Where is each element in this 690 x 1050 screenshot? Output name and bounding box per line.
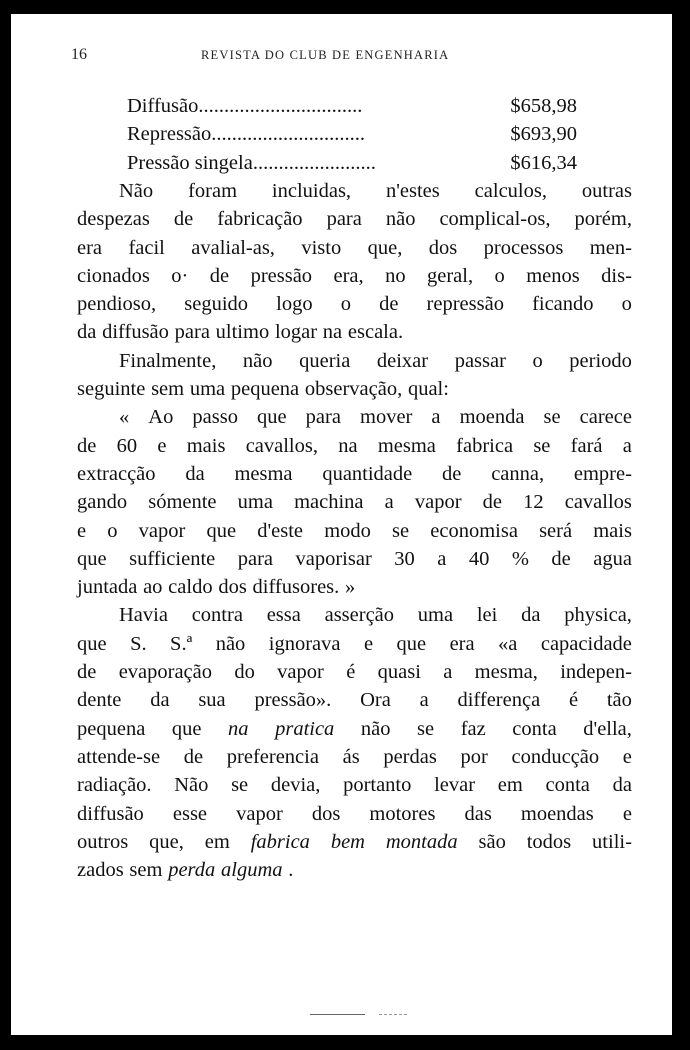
word: diffusão (77, 802, 144, 825)
word: na (228, 717, 249, 740)
page-number: 16 (71, 46, 87, 63)
dot-leader: ................................ (198, 95, 363, 117)
word: todos (526, 830, 572, 853)
word: machina (294, 491, 364, 514)
word: sufficiente (129, 547, 216, 570)
word: uma (237, 491, 273, 514)
word: vapor (138, 519, 186, 542)
word: é (346, 661, 356, 684)
word: fará (570, 434, 603, 457)
word: e (363, 632, 374, 655)
word: agua (593, 547, 632, 570)
word: preferencia (226, 745, 319, 768)
word: e (157, 434, 167, 457)
word: mesma, (474, 661, 538, 684)
word: pequena (230, 378, 300, 401)
word: o (107, 519, 118, 542)
word: sua (198, 689, 226, 712)
word: S.ª (170, 632, 193, 655)
text-line (77, 517, 632, 545)
word: Não (174, 774, 209, 797)
text-line (77, 743, 632, 771)
word: conta (512, 717, 557, 740)
word: Ora (360, 689, 391, 712)
word: mesma (377, 434, 436, 457)
word: diffusores. (252, 576, 340, 599)
text-line (77, 800, 632, 828)
cost-label: Repressão (127, 123, 212, 146)
word: de (209, 264, 230, 287)
word: vaporisar (295, 547, 372, 570)
word: d'este (257, 519, 304, 542)
word: foram (188, 180, 238, 202)
word: canna, (491, 462, 545, 485)
word: Finalmente, (119, 349, 217, 372)
word: attende-se (77, 745, 161, 768)
word: uma (189, 378, 226, 401)
cost-value: $693,90 (510, 123, 577, 146)
text-line (77, 573, 632, 601)
text-line (77, 432, 632, 460)
text-line (77, 771, 632, 799)
word: repressão (426, 293, 504, 316)
text-line (77, 318, 632, 346)
word: alguma (221, 859, 283, 882)
word: portanto (343, 774, 412, 797)
word: para (326, 208, 362, 231)
word: em (204, 830, 230, 853)
word: bem (330, 830, 365, 853)
word: de (183, 745, 204, 768)
word: se (231, 774, 249, 797)
word: na (338, 434, 358, 457)
word: men- (589, 236, 632, 259)
word: conducção (511, 745, 600, 768)
word: processos (483, 236, 564, 259)
word: 60 (116, 434, 138, 457)
word: das (464, 802, 492, 825)
word: moenda (459, 406, 525, 429)
word: pressão». (254, 689, 332, 712)
text-line (77, 686, 632, 714)
word: seguinte (77, 378, 146, 401)
word: e (77, 519, 87, 542)
word: que, (149, 830, 184, 853)
text-line (77, 347, 632, 375)
word: em (497, 774, 523, 797)
word: da (185, 462, 205, 485)
word: o (494, 264, 505, 287)
word: d'ella, (583, 717, 632, 740)
text-line (77, 290, 632, 318)
word: caldo (168, 576, 213, 599)
word: o (340, 293, 351, 316)
word: avalial-as, (191, 236, 275, 259)
word: no (385, 264, 406, 287)
word: moendas (520, 802, 594, 825)
word: 40 (468, 547, 490, 570)
text-line (77, 545, 632, 573)
word: da (521, 604, 541, 627)
word: vapor (414, 491, 462, 514)
word: se (392, 519, 410, 542)
word: periodo (569, 349, 632, 372)
word: de (173, 208, 194, 231)
word: extracção (77, 462, 156, 485)
word: conta (545, 774, 590, 797)
word: escala. (347, 321, 404, 344)
word: dente (77, 689, 122, 712)
dot-leader: ........................ (252, 151, 376, 174)
word: cavallos, (245, 434, 318, 457)
word: que (77, 547, 107, 570)
page-header (11, 46, 672, 66)
word: sómente (148, 491, 217, 514)
word: Ao (148, 406, 174, 429)
word: essa (266, 604, 301, 627)
end-rule-dashed (379, 1014, 407, 1016)
cost-row-diffusao (77, 92, 577, 120)
word: mais (186, 434, 226, 457)
word: faz (460, 717, 486, 740)
word: fabrica (250, 830, 310, 853)
word: vapor (277, 661, 324, 684)
word: pendioso, (77, 293, 157, 316)
word: que (77, 632, 107, 655)
word: ficando (532, 293, 594, 316)
paragraph (77, 347, 632, 404)
word: pressão (250, 264, 313, 287)
word: zados (77, 859, 124, 882)
paragraph (77, 601, 632, 884)
paragraph (77, 177, 632, 347)
word: differença (457, 689, 541, 712)
word: a (384, 491, 394, 514)
word: outros (77, 830, 129, 853)
word: » (345, 576, 356, 599)
word: mais (593, 519, 632, 542)
word: facil (128, 236, 165, 259)
word: mover (360, 406, 413, 429)
word: asserção (324, 604, 395, 627)
word: dos (311, 802, 341, 825)
text-line (77, 601, 632, 629)
word: motores (369, 802, 436, 825)
document-page (11, 14, 672, 1035)
text-line (77, 488, 632, 516)
word: é (568, 689, 579, 712)
word: diffusão (102, 321, 169, 344)
word: evaporação (118, 661, 213, 684)
word: incluidas, (271, 180, 352, 202)
word: era, (333, 264, 364, 287)
word: empre- (573, 462, 632, 485)
word: modo (324, 519, 371, 542)
word: se (533, 434, 551, 457)
word: sem (151, 378, 185, 401)
word: 12 (523, 491, 544, 514)
word: S. (130, 632, 147, 655)
word: por (460, 745, 488, 768)
cost-row-repressao (77, 120, 577, 148)
word: ás (342, 745, 360, 768)
word: mesma (234, 462, 293, 485)
word: o (532, 349, 543, 372)
running-title: REVISTA DO CLUB DE ENGENHARIA (201, 48, 450, 62)
text-line (77, 234, 632, 262)
word: passar (454, 349, 506, 372)
dot-leader: .............................. (211, 123, 366, 146)
word: sem (129, 859, 163, 882)
word: economisa (430, 519, 518, 542)
word: logar (274, 321, 318, 344)
word: « (119, 406, 130, 429)
word: Havia (119, 604, 168, 627)
word: do (234, 661, 255, 684)
word: n'estes (385, 180, 440, 202)
word: são (478, 830, 506, 853)
word: outras (581, 180, 632, 202)
word: passo (192, 406, 238, 429)
word: radiação. (77, 774, 152, 797)
word: physica, (564, 604, 632, 627)
word: devia, (270, 774, 321, 797)
word: de (551, 547, 571, 570)
word: uma (417, 604, 454, 627)
word: geral, (426, 264, 474, 287)
word: da (612, 774, 632, 797)
cost-table (77, 92, 632, 177)
word: levar (434, 774, 476, 797)
text-line (77, 630, 632, 658)
word: montada (385, 830, 458, 853)
word: perda (168, 859, 216, 882)
word: era (449, 632, 475, 655)
word: ultimo (215, 321, 270, 344)
word: o· (171, 264, 189, 287)
word: a (622, 434, 632, 457)
word: de (442, 462, 462, 485)
word: de (379, 293, 399, 316)
word: observação, (304, 378, 403, 401)
word: «a (498, 632, 518, 655)
cost-value: $658,98 (510, 95, 577, 117)
text-line (77, 403, 632, 431)
text-line (77, 856, 632, 884)
word: queria (299, 349, 351, 372)
end-rule (310, 1014, 365, 1015)
body-text (77, 177, 632, 884)
word: de (77, 661, 97, 684)
word: e (622, 802, 632, 825)
word: juntada (77, 576, 138, 599)
word: ao (143, 576, 163, 599)
text-line (77, 828, 632, 856)
word: gando (77, 491, 128, 514)
text-line (77, 715, 632, 743)
word: era (77, 236, 103, 259)
text-line (77, 205, 632, 233)
word: . (288, 859, 294, 882)
word: de (482, 491, 502, 514)
word: % (511, 547, 529, 570)
word: porém, (574, 208, 632, 231)
word: não (360, 717, 391, 740)
word: pratica (275, 717, 335, 740)
word: dos (428, 236, 458, 259)
word: cionados (77, 264, 150, 287)
word: que (171, 717, 202, 740)
word: vapor (236, 802, 283, 825)
text-line (77, 460, 632, 488)
word: para (237, 547, 274, 570)
word: dis- (601, 264, 632, 287)
text-line (77, 375, 632, 403)
word: o (621, 293, 632, 316)
word: ignorava (268, 632, 341, 655)
word: calculos, (474, 180, 547, 202)
word: contra (191, 604, 243, 627)
word: a (443, 661, 453, 684)
word: da (150, 689, 170, 712)
text-line (77, 177, 632, 205)
word: na (322, 321, 343, 344)
word: e (622, 745, 632, 768)
cost-label: Diffusão (127, 95, 199, 117)
word: para (305, 406, 341, 429)
word: que (206, 519, 237, 542)
word: Não (119, 180, 154, 202)
word: a (419, 689, 429, 712)
word: de (77, 434, 97, 457)
word: a (431, 406, 441, 429)
word: logo (276, 293, 313, 316)
cost-value: $616,34 (510, 151, 577, 174)
word: fabricação (217, 208, 303, 231)
word: seguido (184, 293, 249, 316)
word: não (242, 349, 273, 372)
word: não (215, 632, 246, 655)
word: se (417, 717, 435, 740)
word: da (77, 321, 97, 344)
word: esse (172, 802, 208, 825)
word: pequena (77, 717, 146, 740)
word: perdas (383, 745, 437, 768)
word: a (437, 547, 447, 570)
word: será (539, 519, 573, 542)
word: quasi (377, 661, 421, 684)
paragraph (77, 403, 632, 601)
word: lei (476, 604, 498, 627)
word: não (385, 208, 416, 231)
word: carece (579, 406, 632, 429)
word: quantidade (322, 462, 413, 485)
cost-row-pressao-singela (77, 149, 577, 177)
word: deixar (376, 349, 429, 372)
cost-label: Pressão singela (127, 151, 253, 174)
text-line (77, 658, 632, 686)
word: indepen- (560, 661, 632, 684)
word: dos (218, 576, 247, 599)
word: menos (526, 264, 580, 287)
word: que, (367, 236, 403, 259)
word: que (257, 406, 287, 429)
word: qual: (407, 378, 449, 401)
word: que (396, 632, 427, 655)
word: tão (606, 689, 632, 712)
word: 30 (394, 547, 415, 570)
word: para (174, 321, 210, 344)
word: visto (301, 236, 342, 259)
text-line (77, 262, 632, 290)
word: cavallos (564, 491, 632, 514)
word: despezas (77, 208, 150, 231)
word: capacidade (540, 632, 632, 655)
word: fabrica (456, 434, 514, 457)
word: se (543, 406, 561, 429)
word: utili- (592, 830, 632, 853)
word: complical-os, (439, 208, 551, 231)
